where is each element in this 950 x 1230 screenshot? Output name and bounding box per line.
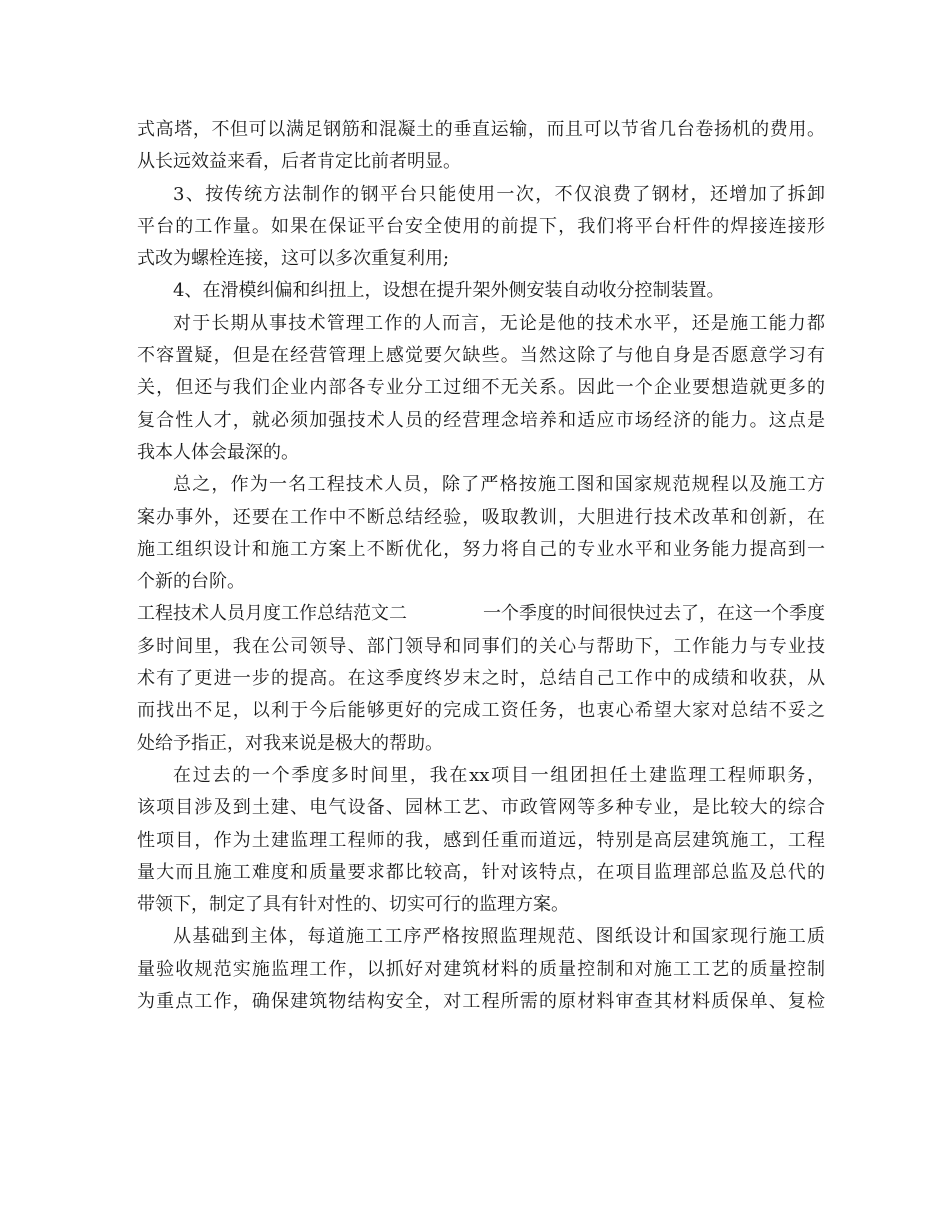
text-line: 关，但还与我们企业内部各专业分工过细不无关系。因此一个企业要想造就更多的 — [137, 377, 825, 399]
text-line: 而找出不足，以利于今后能够更好的完成工资任务，也衷心希望大家对总结不妥之 — [137, 700, 825, 722]
text-line: 该项目涉及到土建、电气设备、园林工艺、市政管网等多种专业，是比较大的综合 — [137, 797, 825, 819]
text-line: 4、在滑模纠偏和纠扭上，设想在提升架外侧安装自动收分控制装置。 — [173, 280, 725, 302]
text-line: 我本人体会最深的。 — [137, 441, 299, 463]
text-line: 带领下，制定了具有针对性的、切实可行的监理方案。 — [137, 894, 569, 916]
text-line: 总之，作为一名工程技术人员，除了严格按施工图和国家规范规程以及施工方 — [173, 474, 825, 496]
text-line: 不容置疑，但是在经营管理上感觉要欠缺些。当然这除了与他自身是否愿意学习有 — [137, 345, 825, 367]
text-line: 从基础到主体，每道施工工序严格按照监理规范、图纸设计和国家现行施工质 — [173, 926, 825, 948]
text-line: 为重点工作，确保建筑物结构安全，对工程所需的原材料审查其材料质保单、复检 — [137, 991, 825, 1013]
text-line: 性项目，作为土建监理工程师的我，感到任重而道远，特别是高层建筑施工，工程 — [137, 829, 825, 851]
text-line: 量大而且施工难度和质量要求都比较高，针对该特点，在项目监理部总监及总代的 — [137, 861, 825, 883]
text-line: 术有了更进一步的提高。在这季度终岁末之时，总结自己工作中的成绩和收获，从 — [137, 668, 825, 690]
text-line: 3、按传统方法制作的钢平台只能使用一次，不仅浪费了钢材，还增加了拆卸 — [173, 183, 825, 205]
text-line: 处给予指正，对我来说是极大的帮助。 — [137, 732, 443, 754]
text-line: 式高塔，不但可以满足钢筋和混凝土的垂直运输，而且可以节省几台卷扬机的费用。 — [137, 119, 825, 140]
document-body — [137, 114, 825, 1018]
section-title: 工程技术人员月度工作总结范文二 — [137, 603, 407, 625]
text-block-1 — [137, 114, 825, 598]
text-line: 平台的工作量。如果在保证平台安全使用的前提下，我们将平台杆件的焊接连接形 — [137, 215, 825, 237]
section-heading-line — [137, 598, 825, 630]
text-line: 案办事外，还要在工作中不断总结经验，吸取教训，大胆进行技术改革和创新，在 — [137, 506, 825, 528]
text-line: 对于长期从事技术管理工作的人而言，无论是他的技术水平，还是施工能力都 — [173, 312, 825, 334]
section-first-sentence: 一个季度的时间很快过去了，在这一个季度 — [483, 603, 825, 625]
text-line: 个新的台阶。 — [137, 571, 245, 593]
text-line: 在过去的一个季度多时间里，我在xx项目一组团担任土建监理工程师职务， — [173, 764, 825, 786]
text-line: 式改为螺栓连接，这可以多次重复利用; — [137, 248, 450, 270]
text-line: 复合性人才，就必须加强技术人员的经营理念培养和适应市场经济的能力。这点是 — [137, 409, 825, 431]
text-line: 量验收规范实施监理工作，以抓好对建筑材料的质量控制和对施工工艺的质量控制 — [137, 958, 825, 980]
text-line: 施工组织设计和施工方案上不断优化，努力将自己的专业水平和业务能力提高到一 — [137, 538, 825, 560]
text-line: 从长远效益来看，后者肯定比前者明显。 — [137, 151, 461, 173]
text-line: 多时间里，我在公司领导、部门领导和同事们的关心与帮助下，工作能力与专业技 — [137, 635, 825, 657]
text-block-2 — [137, 631, 825, 1019]
